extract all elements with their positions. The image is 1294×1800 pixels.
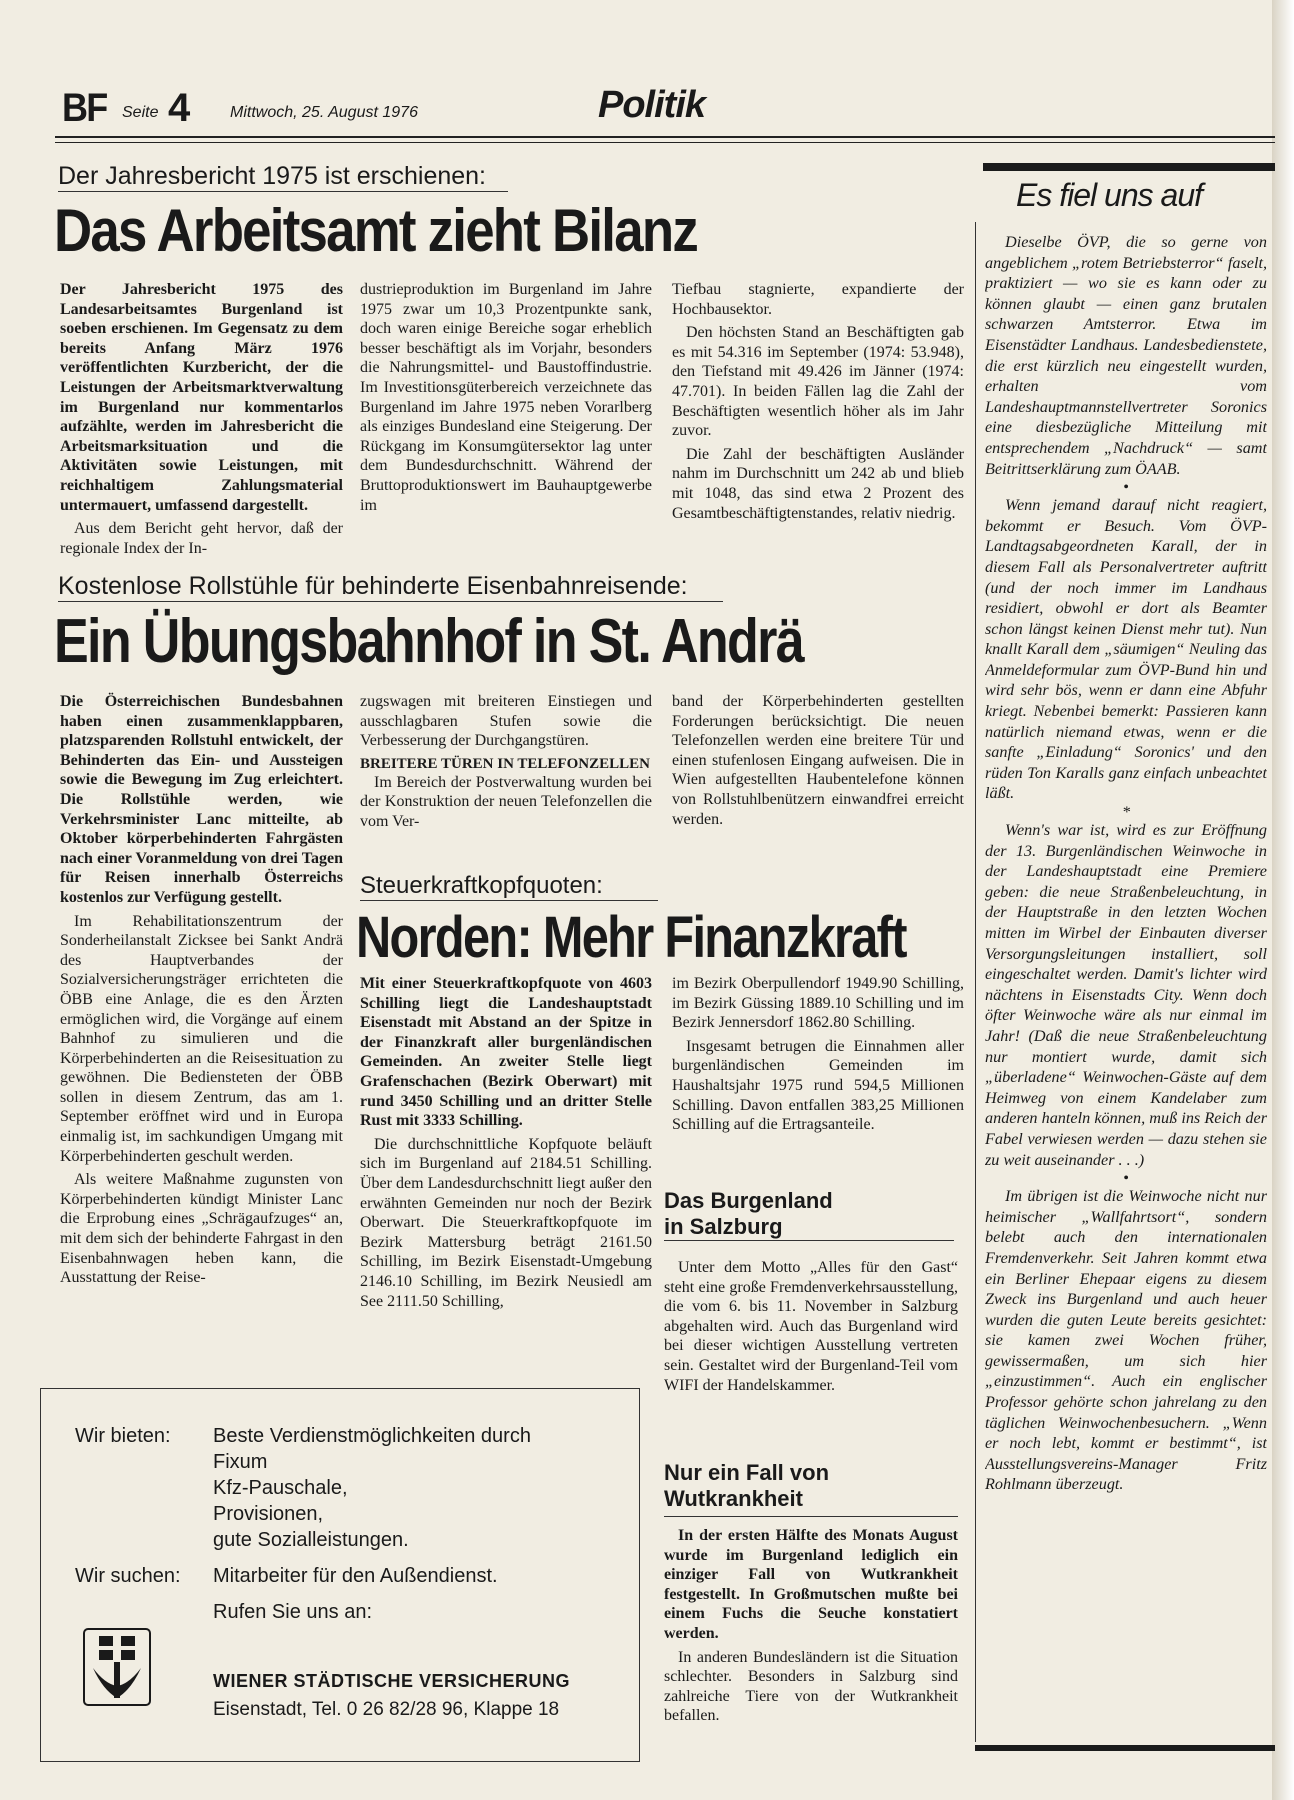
article2-paragraph: Als weitere Maßnahme zugunsten von Körperbehinderten kündigt Minister Lanc die Erprobung eines „Schrägaufzuges“ an, mit dem sich der behinderte Fahrgast in den Eisenbahnwagen heben kann, die Ausstattung der Reise- [60, 1171, 343, 1287]
article1-column-3 [672, 280, 964, 558]
ad-offer-line: Kfz-Pauschale, [213, 1477, 348, 1499]
article5-headline-line-1: Nur ein Fall von [664, 1460, 830, 1485]
article4-headline-line-2: in Salzburg [664, 1214, 954, 1241]
article2-kicker: Kostenlose Rollstühle für behinderte Eisenbahnreisende: [58, 572, 723, 602]
article1-paragraph: Aus dem Bericht geht hervor, daß der regionale Index der In- [60, 520, 343, 557]
article5-body [664, 1526, 958, 1778]
article5-lead: In der ersten Hälfte des Monats August wurde im Burgenland lediglich ein einziger Fall von Wutkrankheit festgestellt. In Großmutschen mußte bei einem Fuchs die Seuche konstatiert werden. [664, 1527, 958, 1642]
article3-headline: Norden: Mehr Finanzkraft [356, 905, 906, 970]
page-label: Seite [122, 104, 159, 121]
sidebar-separator: • [1123, 478, 1129, 497]
article3-kicker: Steuerkraftkopfquoten: [360, 872, 658, 901]
ad-offer-line: Fixum [213, 1451, 268, 1473]
article2-subheading: BREITERE TÜREN IN TELEFONZELLEN [360, 755, 650, 772]
header-rule [55, 136, 1275, 138]
article5-rule [664, 1516, 958, 1517]
article3-lead: Mit einer Steuerkraftkopfquote von 4603 Schilling liegt die Landeshauptstadt Eisenstadt mit Abstand an der Spitze in der Finanzkraft aller burgenländischen Gemeinden. An zweiter Stelle liegt Grafenschachen (Bezirk Oberwart) mit rund 3450 Schilling und an dritter Stelle Rust mit 3333 Schilling. [360, 975, 652, 1130]
sidebar-paragraph: Im übrigen ist die Weinwoche nicht nur heimischer „Wallfahrtsort“, sondern belebt auch den internationalen Fremdenverkehr. Seit Jahren kommt etwa ein Berliner Ehepaar eigens zu diesem Zweck ins Burgenland und auch heuer wurden die guten Leute bereits gesichtet: sie kamen zwei Wochen früher, gewissermaßen, um sich hier „einzustimmen“. Auch ein englischer Professor gehörte schon jahrelang zu den täglichen Weinwochenbesuchern. „Wenn er noch lebt, kommt er bestimmt“, ist Ausstellungsvereins-Manager Fritz Rohlmann überzeugt. [985, 1187, 1267, 1494]
sidebar-column [985, 232, 1267, 1732]
ad-offer-line: gute Sozialleistungen. [213, 1529, 409, 1551]
article4-paragraph: Unter dem Motto „Alles für den Gast“ steht eine große Fremdenverkehrsausstellung, die vom 6. bis 11. November in Salzburg abgehalten wird. Auch das Burgenland wird bei dieser wichtigen Ausstellung vertreten sein. Gestaltet wird der Burgenland-Teil vom WIFI der Handelskammer. [664, 1259, 958, 1394]
article3-paragraph: Die durchschnittliche Kopfquote beläuft sich im Burgenland auf 2184.51 Schilling. Über dem Landesdurchschnitt liegt außer den erwähnten Gemeinden nur noch der Bezirk Oberwart. Die Steuerkraftkopfquote im Bezirk Mattersburg beträgt 2161.50 Schilling, im Bezirk Eisenstadt-Umgebung 2146.10 Schilling, im Bezirk Neusiedl am See 2111.50 Schilling, [360, 1135, 652, 1310]
article1-column-1 [60, 280, 343, 558]
article4-body [664, 1258, 958, 1420]
issue-date: Mittwoch, 25. August 1976 [230, 104, 418, 121]
page-number: 4 [168, 86, 191, 130]
article3-paragraph: im Bezirk Oberpullendorf 1949.90 Schilling, im Bezirk Güssing 1889.10 Schilling und im Bezirk Jennersdorf 1862.80 Schilling. [672, 975, 964, 1032]
article1-paragraph: Den höchsten Stand an Beschäftigten gab es mit 54.316 im September (1974: 53.948), den Tiefstand mit 49.426 im Jänner (1974: 47.701). In beiden Fällen lag die Zahl der Beschäftigten wesentlich höher als im Jahr zuvor. [672, 324, 964, 440]
article5-paragraph: In anderen Bundesländern ist die Situation schlechter. Besonders in Salzburg sind zahlreiche Tiere von der Wutkrankheit befallen. [664, 1648, 958, 1725]
article1-paragraph: Tiefbau stagnierte, expandierte der Hochbausektor. [672, 281, 964, 318]
header-rule-thin [55, 142, 1275, 143]
article5-headline [664, 1460, 829, 1512]
article2-column-1 [60, 692, 343, 1357]
ad-offer-line: Beste Verdienstmöglichkeiten durch [213, 1425, 531, 1447]
sidebar-paragraph: Wenn jemand darauf nicht reagiert, bekommt er Besuch. Vom ÖVP-Landtagsabgeordneten Karall, der in diesem Fall als Personalvertreter auftritt (und der noch immer im Landhaus residiert, obwohl er dort als Beamter schon längst keinen Dienst mehr tut). Nun knallt Karall dem „säumigen“ Neuling das Anmeldeformular zum ÖVP-Bund hin und wird sehr bös, wenn er dann eine Abfuhr kriegt. Nebenbei bemerkt: Passieren kann natürlich niemand etwas, wenn er die sanfte „Einladung“ Soronics' und den rüden Ton Karalls ganz einfach unbeachtet läßt. [985, 496, 1267, 803]
article3-paragraph: Insgesamt betrugen die Einnahmen aller burgenländischen Gemeinden im Haushaltsjahr 1975 rund 594,5 Millionen Schilling. Davon entfallen 383,25 Millionen Schilling auf die Ertragsanteile. [672, 1037, 964, 1134]
sidebar-paragraph: Wenn's war ist, wird es zur Eröffnung der 13. Burgenländischen Weinwoche in der Landeshauptstadt eine Premiere geben: die neue Straßenbeleuchtung, in der Hauptstraße in den letzten Wochen mitten im Wirbel der Einbauten diverser Versorgungsleitungen installiert, soll eingeschaltet werden. Damit's lichter wird nächtens in Eisenstadts City. Wenn doch öfter Weinwoche wäre als nur einmal im Jahr! (Daß die neue Straßenbeleuchtung nur montiert wurde, damit sich „überladene“ Weinwochen-Gäste auf dem Heimweg von einem Kandelaber zum anderen hanteln können, muß ins Reich der Fabel verwiesen werden — dazu stehen sie zu weit auseinander . . .) [985, 821, 1267, 1169]
article1-headline: Das Arbeitsamt zieht Bilanz [54, 197, 697, 264]
article2-paragraph: band der Körperbehinderten gestellten Forderungen berücksichtigt. Die neuen Telefonzellen werden eine breitere Tür und einen stufenlosen Eingang aufweisen. Die in Wien aufgestellten Haubentelefone können von Rollstuhlbenützern einwandfrei erreicht werden. [672, 693, 964, 828]
ad-offer-line: Provisionen, [213, 1503, 324, 1525]
article3-column-1 [360, 974, 652, 1364]
section-title: Politik [598, 84, 706, 126]
ad-company-address: Eisenstadt, Tel. 0 26 82/28 96, Klappe 18 [213, 1699, 560, 1720]
insurance-advertisement [40, 1388, 640, 1762]
article1-lead: Der Jahresbericht 1975 des Landesarbeitsamtes Burgenland ist soeben erschienen. Im Gegensatz zu dem bereits Anfang März 1976 veröffentlichten Kurzbericht, der die Leistungen der Arbeitsmarktverwaltung im Burgenland nur kommentarlos aufzählte, werden im Jahresbericht die Arbeitsmarksituation und die Aktivitäten sowie Leistungen, mit reichhaltigem Zahlungsmaterial untermauert, umfassend dargestellt. [60, 281, 343, 514]
article4-headline-line-1: Das Burgenland [664, 1188, 833, 1213]
article2-paragraph: Im Bereich der Postverwaltung wurden bei der Konstruktion der neuen Telefonzellen die vom Ver- [360, 773, 652, 830]
article2-lead: Die Österreichischen Bundesbahnen haben einen zusammenklappbaren, platzsparenden Rollstuhl entwickelt, der Behinderten das Ein- und Aussteigen sowie die Bewegung im Zug erleichtert. Die Rollstühle werden, wie Verkehrsminister Lanc mitteilte, ab Oktober körperbehinderten Fahrgästen nach einer Voranmeldung von drei Tagen für Reisen innerhalb Österreichs kostenlos zur Verfügung gestellt. [60, 693, 343, 906]
ad-company-name: WIENER STÄDTISCHE VERSICHERUNG [213, 1671, 571, 1691]
sidebar-top-rule [983, 163, 1275, 171]
article3-column-2 [672, 974, 964, 1178]
article1-column-2 [360, 280, 652, 558]
ad-seek-text: Mitarbeiter für den Außendienst. [213, 1565, 498, 1587]
sidebar-separator: * [1121, 803, 1131, 822]
article5-headline-line-2: Wutkrankheit [664, 1486, 803, 1511]
article4-headline [664, 1188, 954, 1241]
sidebar-title: Es fiel uns auf [1016, 177, 1202, 213]
ad-seek-label: Wir suchen: [75, 1565, 181, 1587]
tulip-logo-icon [83, 1628, 151, 1706]
article2-column-3 [672, 692, 964, 862]
article1-paragraph: dustrieproduktion im Burgenland im Jahre 1975 zwar um 10,3 Prozentpunkte sank, doch waren einige Bereiche sogar erheblich besser beschäftigt als im Vorjahr, besonders die Nahrungsmittel- und Baustoffindustrie. Im Investitionsgüterbereich verzeichnete das Burgenland im Jahre 1975 neben Vorarlberg als einziges Bundesland eine Steigerung. Der Rückgang im Konsumgütersektor lag unter dem Bundesdurchschnitt. Während der Bruttoproduktionswert im Bauhauptgewerbe im [360, 281, 652, 514]
sidebar-bottom-rule [975, 1745, 1275, 1751]
sidebar-separator: • [1123, 1169, 1129, 1188]
article1-paragraph: Die Zahl der beschäftigten Ausländer nahm im Durchschnitt um 242 ab und blieb mit 1048, das sind etwa 2 Prozent des Gesamtbeschäftigtenstandes, relativ niedrig. [672, 445, 964, 522]
ad-offer-label: Wir bieten: [75, 1425, 171, 1447]
ad-call-text: Rufen Sie uns an: [213, 1601, 372, 1623]
article1-kicker: Der Jahresbericht 1975 ist erschienen: [58, 162, 508, 192]
article2-headline: Ein Übungsbahnhof in St. Andrä [54, 607, 804, 676]
masthead-logo: BF [62, 86, 107, 130]
article2-paragraph: Im Rehabilitationszentrum der Sonderheilanstalt Zicksee bei Sankt Andrä des Hauptverbandes der Sozialversicherungsträger errichteten die ÖBB eine Anlage, die es den Ärzten ermöglichen wird, die Vorgänge auf einem Bahnhof zu simulieren und die Körperbehinderten an die Reisesituation zu gewöhnen. Die Bediensteten der ÖBB sollen in diesem Zentrum, das am 1. September eröffnet wird und in Europa einmalig ist, im sachkundigen Umgang mit Körperbehinderten geschult werden. [60, 912, 343, 1165]
article2-column-2 [360, 692, 652, 862]
sidebar-paragraph: Dieselbe ÖVP, die so gerne von angeblichem „rotem Betriebsterror“ faselt, praktiziert — wo sie es kann oder zu können glaubt — einen ganz brutalen schwarzen Amtsterror. Etwa im Eisenstädter Landhaus. Landesbedienstete, die erst kürzlich neu eingestellt wurden, erhalten vom Landeshauptmannstellvertreter Soronics eine diesbezügliche Mitteilung mit entsprechendem „Nachdruck“ — samt Beitrittserklärung zum ÖAAB. [985, 233, 1267, 478]
article2-paragraph: zugswagen mit breiteren Einstiegen und ausschlagbaren Stufen sowie die Verbesserung der Durchgangstüren. [360, 693, 652, 750]
